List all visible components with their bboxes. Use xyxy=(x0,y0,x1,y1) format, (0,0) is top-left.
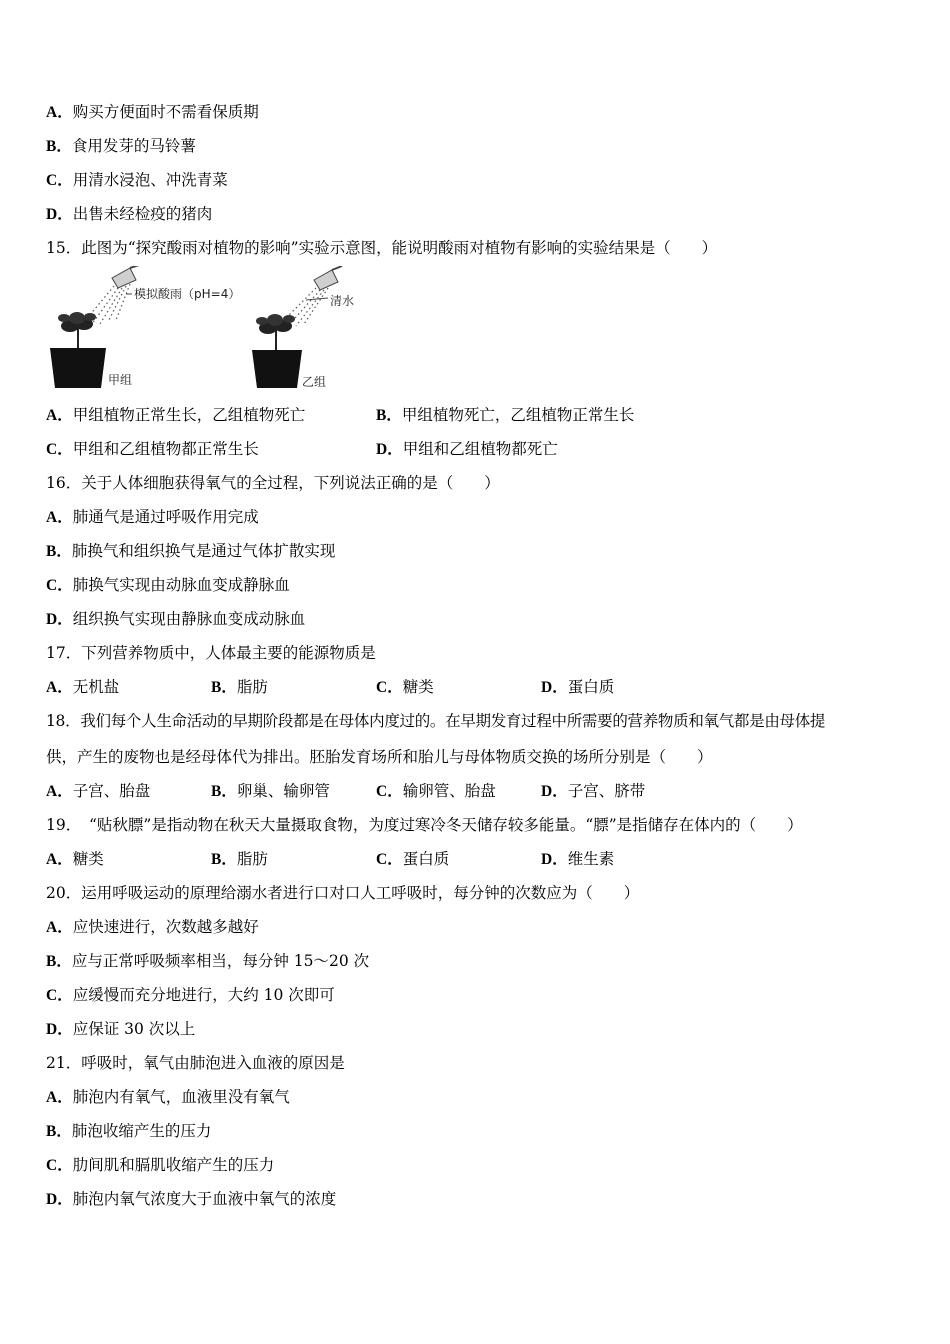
q20-stem: 20．运用呼吸运动的原理给溺水者进行口对口人工呼吸时，每分钟的次数应为（ ） xyxy=(46,884,640,902)
q15-option-d: D．甲组和乙组植物都死亡 xyxy=(376,440,558,458)
label-simulated-acid-rain: 模拟酸雨（pH=4） xyxy=(134,287,241,301)
q17-option-c: C．糖类 xyxy=(376,678,434,696)
q14-option-a: A．购买方便面时不需看保质期 xyxy=(46,103,259,121)
q21-option-b: B．肺泡收缩产生的压力 xyxy=(46,1122,212,1140)
q18-option-d: D．子宫、脐带 xyxy=(541,782,646,800)
q20-option-c: C．应缓慢而充分地进行，大约 10 次即可 xyxy=(46,986,335,1004)
q19-option-a: A．糖类 xyxy=(46,850,104,868)
plant-icon-right xyxy=(256,314,295,352)
flower-pot-right xyxy=(252,350,302,388)
q15-option-c: C．甲组和乙组植物都正常生长 xyxy=(46,440,259,458)
q18-option-a: A．子宫、胎盘 xyxy=(46,782,151,800)
q16-option-a: A．肺通气是通过呼吸作用完成 xyxy=(46,508,259,526)
q18-stem-line2: 供，产生的废物也是经母体代为排出。胚胎发育场所和胎儿与母体物质交换的场所分别是（ ） xyxy=(46,748,713,766)
watering-can-icon-right xyxy=(314,266,342,290)
label-clear-water: 清水 xyxy=(330,294,355,308)
q20-option-a: A．应快速进行，次数越多越好 xyxy=(46,918,259,936)
q18-option-c: C．输卵管、胎盘 xyxy=(376,782,496,800)
q17-option-b: B．脂肪 xyxy=(211,678,268,696)
q21-option-a: A．肺泡内有氧气，血液里没有氧气 xyxy=(46,1088,290,1106)
q21-stem: 21．呼吸时，氧气由肺泡进入血液的原因是 xyxy=(46,1054,345,1072)
q14-option-d: D．出售未经检疫的猪肉 xyxy=(46,205,213,223)
watering-can-icon-left xyxy=(112,266,142,288)
label-group-yi: 乙组 xyxy=(302,375,327,389)
q17-option-a: A．无机盐 xyxy=(46,678,120,696)
q16-option-d: D．组织换气实现由静脉血变成动脉血 xyxy=(46,610,306,628)
label-group-jia: 甲组 xyxy=(108,373,133,387)
q14-option-b: B．食用发芽的马铃薯 xyxy=(46,137,196,155)
q19-option-b: B．脂肪 xyxy=(211,850,268,868)
q19-stem: 19． “贴秋膘”是指动物在秋天大量摄取食物，为度过寒冷冬天储存较多能量。“膘”是指储存在体内的（ ） xyxy=(46,816,803,834)
q20-option-b: B．应与正常呼吸频率相当，每分钟 15～20 次 xyxy=(46,952,370,970)
q21-option-d: D．肺泡内氧气浓度大于血液中氧气的浓度 xyxy=(46,1190,337,1208)
q16-option-b: B．肺换气和组织换气是通过气体扩散实现 xyxy=(46,542,336,560)
acid-rain-experiment-figure xyxy=(44,266,364,394)
q16-option-c: C．肺换气实现由动脉血变成静脉血 xyxy=(46,576,290,594)
q20-option-d: D．应保证 30 次以上 xyxy=(46,1020,196,1038)
q16-stem: 16．关于人体细胞获得氧气的全过程，下列说法正确的是（ ） xyxy=(46,474,500,492)
q15-option-a: A．甲组植物正常生长，乙组植物死亡 xyxy=(46,406,306,424)
plant-icon-left xyxy=(58,312,96,350)
q17-stem: 17．下列营养物质中，人体最主要的能源物质是 xyxy=(46,644,376,662)
q19-option-c: C．蛋白质 xyxy=(376,850,450,868)
q14-option-c: C．用清水浸泡、冲洗青菜 xyxy=(46,171,228,189)
q18-stem-line1: 18．我们每个人生命活动的早期阶段都是在母体内度过的。在早期发育过程中所需要的营养物质和氧气都是由母体提 xyxy=(46,712,826,730)
q21-option-c: C．肋间肌和膈肌收缩产生的压力 xyxy=(46,1156,275,1174)
q15-stem: 15．此图为“探究酸雨对植物的影响”实验示意图，能说明酸雨对植物有影响的实验结果是（ ） xyxy=(46,239,718,257)
q19-option-d: D．维生素 xyxy=(541,850,615,868)
q17-option-d: D．蛋白质 xyxy=(541,678,615,696)
flower-pot-left xyxy=(50,348,106,388)
q15-option-b: B．甲组植物死亡，乙组植物正常生长 xyxy=(376,406,635,424)
q18-option-b: B．卵巢、输卵管 xyxy=(211,782,330,800)
